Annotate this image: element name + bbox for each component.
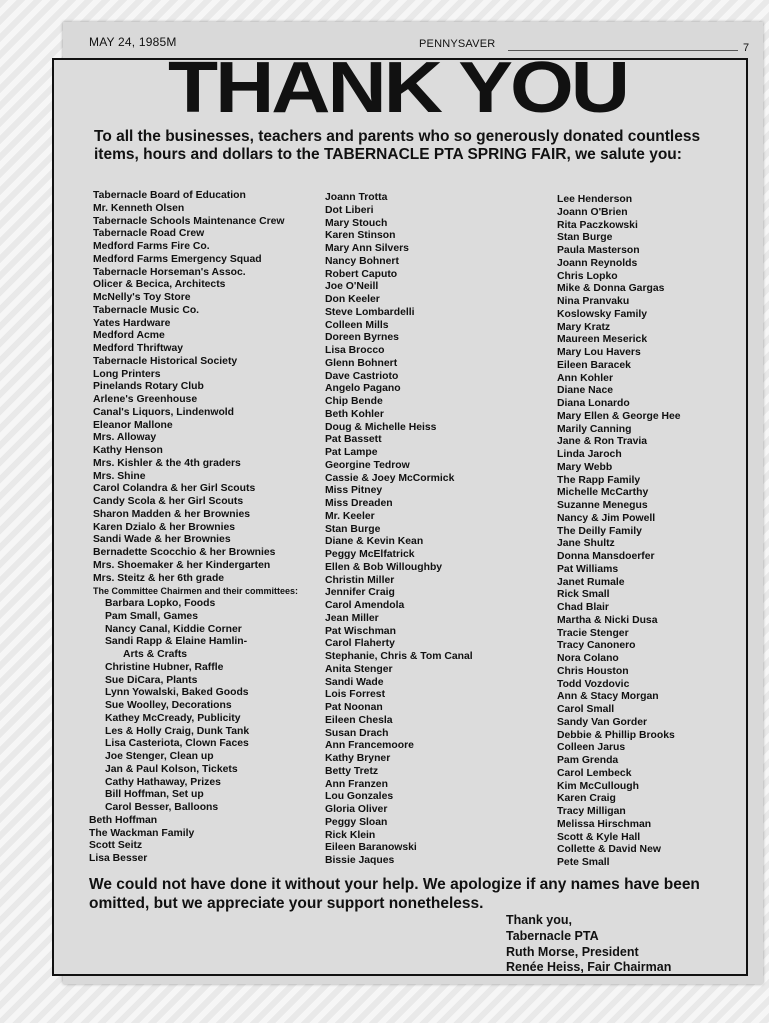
name-entry: Marily Canning <box>557 423 632 435</box>
name-entry: Jane & Ron Travia <box>557 436 648 448</box>
name-entry: Donna Mansdoerfer <box>557 551 655 562</box>
name-entry: Jean Miller <box>325 612 379 624</box>
name-entry: Kathey McCready, Publicity <box>105 712 241 724</box>
name-entry: Lee Henderson <box>557 194 633 205</box>
name-entry: Chad Blair <box>557 602 609 613</box>
name-entry: Steve Lombardelli <box>325 306 415 318</box>
name-entry: Sue DiCara, Plants <box>105 674 198 686</box>
name-entry: Kathy Bryner <box>325 753 391 764</box>
name-entry: Joe Stenger, Clean up <box>105 751 214 762</box>
name-entry: Carol Flaherty <box>325 638 395 650</box>
name-entry: Medford Acme <box>93 330 165 342</box>
name-entry: Sandi Rapp & Elaine Hamlin- <box>105 636 248 648</box>
name-entry: Mr. Kenneth Olsen <box>93 202 185 214</box>
name-entry: Rick Small <box>557 589 610 601</box>
name-entry: Candy Scola & her Girl Scouts <box>93 496 244 507</box>
name-entry: Debbie & Phillip Brooks <box>557 729 675 741</box>
name-entry: Eileen Chesla <box>325 714 393 726</box>
name-entry: Dave Castrioto <box>325 370 399 382</box>
name-entry: Tabernacle Board of Education <box>93 190 246 201</box>
name-entry: Susan Drach <box>325 727 389 739</box>
name-entry: Colleen Mills <box>325 319 389 331</box>
name-entry: Pete Small <box>557 857 610 868</box>
name-entry: Betty Tretz <box>325 765 379 777</box>
name-entry: Bernadette Scocchio & her Brownies <box>93 547 276 558</box>
name-entry: Tabernacle Historical Society <box>93 355 238 367</box>
name-entry: Nancy & Jim Powell <box>557 512 656 524</box>
name-entry: Pat Noonan <box>325 702 383 713</box>
name-entry: Joann Trotta <box>325 192 388 203</box>
name-entry: Bill Hoffman, Set up <box>105 789 204 801</box>
name-entry: Kim McCullough <box>557 780 639 792</box>
name-entry: Christin Miller <box>325 574 395 586</box>
name-entry: Jan & Paul Kolson, Tickets <box>105 763 238 775</box>
name-entry: Cassie & Joey McCormick <box>325 472 455 484</box>
name-entry: Ann Francemoore <box>325 740 414 752</box>
name-entry: Joann O'Brien <box>557 206 628 218</box>
name-entry: Mrs. Shoemaker & her Kindergarten <box>93 559 271 571</box>
signoff-thanks: Thank you, <box>506 913 572 927</box>
name-entry: Christine Hubner, Raffle <box>105 661 224 673</box>
name-entry: Pinelands Rotary Club <box>93 381 204 393</box>
name-entry: Karen Craig <box>557 793 616 805</box>
name-entry: Eileen Baranowski <box>325 842 417 854</box>
name-entry: Tracie Stenger <box>557 627 629 639</box>
name-entry: Scott & Kyle Hall <box>557 831 641 843</box>
headline: THANK YOU <box>168 47 627 128</box>
name-entry: Melissa Hirschman <box>557 818 652 830</box>
name-entry: Ann Kohler <box>557 372 613 384</box>
name-entry: Koslowsky Family <box>557 308 648 320</box>
name-entry: Tabernacle Road Crew <box>93 228 205 240</box>
name-entry: Gloria Oliver <box>325 804 388 815</box>
name-entry: Maureen Meserick <box>557 334 648 346</box>
name-entry: Mr. Keeler <box>325 510 375 522</box>
name-entry: Carol Amendola <box>325 600 405 611</box>
name-entry: The Wackman Family <box>89 827 195 839</box>
name-entry: Joe O'Neill <box>325 281 379 293</box>
name-entry: Arts & Crafts <box>123 649 188 660</box>
name-entry: Stan Burge <box>557 232 613 244</box>
name-entry: Beth Hoffman <box>89 814 158 826</box>
name-entry: Lynn Yowalski, Baked Goods <box>105 687 249 699</box>
name-entry: Miss Dreaden <box>325 498 393 509</box>
name-entry: Janet Rumale <box>557 576 625 588</box>
signoff-org: Tabernacle PTA <box>506 928 599 943</box>
name-entry: Canal's Liquors, Lindenwold <box>93 406 235 418</box>
name-entry: Mrs. Kishler & the 4th graders <box>93 457 241 469</box>
name-entry: Medford Farms Fire Co. <box>93 241 210 252</box>
name-entry: Colleen Jarus <box>557 742 626 754</box>
name-entry: Ann Franzen <box>325 778 388 790</box>
name-entry: The Rapp Family <box>557 474 641 486</box>
name-entry: Long Printers <box>93 368 161 380</box>
name-entry: Diane & Kevin Kean <box>325 536 424 548</box>
name-entry: Chris Lopko <box>557 270 618 282</box>
signoff-president: Ruth Morse, President <box>506 944 639 959</box>
intro-paragraph: To all the businesses, teachers and parents who so generously donated countless items, hours and dollars to the TABERNACLE PTA SPRING FAIR, we salute you: <box>94 128 701 163</box>
name-entry: Peggy McElfatrick <box>325 549 415 560</box>
name-entry: Lois Forrest <box>325 689 386 701</box>
name-entry: Doug & Michelle Heiss <box>325 421 437 433</box>
issue-date: MAY 24, 1985M <box>89 35 177 49</box>
name-entry: Lisa Besser <box>89 853 148 864</box>
name-entry: Stephanie, Chris & Tom Canal <box>325 651 473 662</box>
name-entry: The Committee Chairmen and their committees: <box>93 586 299 597</box>
name-entry: Sandi Wade & her Brownies <box>93 534 231 546</box>
name-entry: Angelo Pagano <box>325 383 401 395</box>
name-entry: Jane Shultz <box>557 538 615 550</box>
name-entry: Arlene's Greenhouse <box>93 394 198 405</box>
name-entry: Carol Small <box>557 704 615 715</box>
name-entry: Pam Grenda <box>557 755 619 766</box>
name-entry: Paula Masterson <box>557 245 640 256</box>
name-entry: Sharon Madden & her Brownies <box>93 508 251 520</box>
name-entry: Mary Kratz <box>557 321 611 333</box>
name-entry: Barbara Lopko, Foods <box>105 598 216 609</box>
name-entry: Tracy Milligan <box>557 806 626 817</box>
name-entry: Diana Lonardo <box>557 398 630 409</box>
name-entry: McNelly's Toy Store <box>93 292 191 303</box>
name-entry: Carol Besser, Balloons <box>105 802 219 813</box>
name-entry: Tracy Canonero <box>557 640 636 652</box>
name-entry: Carol Lembeck <box>557 767 632 779</box>
name-entry: Mary Webb <box>557 461 613 473</box>
name-entry: Sandi Wade <box>325 676 384 688</box>
name-entry: Medford Thriftway <box>93 343 184 354</box>
closing-paragraph: We could not have done it without your help. We apologize if any names have been omitted, but we appreciate your support nonetheless. <box>89 876 700 912</box>
name-entry: Rita Paczkowski <box>557 219 638 231</box>
name-entry: Mike & Donna Gargas <box>557 283 665 295</box>
name-entry: Nancy Canal, Kiddie Corner <box>105 623 242 635</box>
name-entry: Todd Vozdovic <box>557 678 630 690</box>
name-entry: Mrs. Alloway <box>93 432 157 444</box>
name-entry: Ellen & Bob Willoughby <box>325 561 443 573</box>
name-entry: Olicer & Becica, Architects <box>93 279 226 291</box>
name-entry: Jennifer Craig <box>325 587 395 599</box>
name-entry: Doreen Byrnes <box>325 332 399 344</box>
name-entry: Mrs. Steitz & her 6th grade <box>93 572 225 584</box>
name-entry: Nina Pranvaku <box>557 296 630 307</box>
name-entry: Michelle McCarthy <box>557 487 649 499</box>
name-entry: Bissie Jaques <box>325 855 395 866</box>
name-entry: Joann Reynolds <box>557 257 638 269</box>
name-entry: Kathy Henson <box>93 445 163 456</box>
name-entry: Mary Stouch <box>325 217 388 229</box>
name-entry: Mary Ann Silvers <box>325 243 409 254</box>
name-entry: Ann & Stacy Morgan <box>557 691 659 703</box>
name-entry: Nora Colano <box>557 653 619 664</box>
name-entry: The Deilly Family <box>557 525 642 537</box>
name-entry: Karen Dzialo & her Brownies <box>93 521 236 533</box>
name-entry: Glenn Bohnert <box>325 357 398 369</box>
name-entry: Peggy Sloan <box>325 816 388 828</box>
name-entry: Eileen Baracek <box>557 359 631 371</box>
name-entry: Suzanne Menegus <box>557 500 648 511</box>
name-entry: Mary Ellen & George Hee <box>557 410 681 422</box>
names-column-2 <box>325 192 473 868</box>
name-entry: Sandy Van Gorder <box>557 716 648 728</box>
name-entry: Pam Small, Games <box>105 610 198 622</box>
name-entry: Scott Seitz <box>89 840 143 852</box>
name-entry: Lisa Casteriota, Clown Faces <box>105 738 249 750</box>
name-entry: Tabernacle Schools Maintenance Crew <box>93 215 285 227</box>
name-entry: Chip Bende <box>325 396 383 407</box>
name-entry: Don Keeler <box>325 294 380 305</box>
name-entry: Nancy Bohnert <box>325 255 399 267</box>
signoff <box>506 913 746 976</box>
name-entry: Les & Holly Craig, Dunk Tank <box>105 725 250 737</box>
name-entry: Sue Woolley, Decorations <box>105 700 232 711</box>
name-entry: Lou Gonzales <box>325 791 394 803</box>
name-entry: Beth Kohler <box>325 408 384 420</box>
name-entry: Mrs. Shine <box>93 470 146 482</box>
name-entry: Cathy Hathaway, Prizes <box>105 776 221 788</box>
name-entry: Collette & David New <box>557 844 661 856</box>
name-entry: Rick Klein <box>325 829 376 841</box>
name-entry: Tabernacle Music Co. <box>93 304 200 316</box>
name-entry: Pat Wischman <box>325 625 396 637</box>
name-entry: Pat Lampe <box>325 447 378 458</box>
name-entry: Georgine Tedrow <box>325 459 410 471</box>
signoff-chairman: Renée Heiss, Fair Chairman <box>506 960 672 975</box>
name-entry: Carol Colandra & her Girl Scouts <box>93 483 256 495</box>
name-entry: Robert Caputo <box>325 268 398 280</box>
name-entry: Chris Houston <box>557 665 629 677</box>
name-entry: Pat Bassett <box>325 434 382 446</box>
names-column-3 <box>557 194 681 870</box>
name-entry: Tabernacle Horseman's Assoc. <box>93 266 246 278</box>
newspaper-name: PENNYSAVER <box>419 38 496 50</box>
name-entry: Mary Lou Havers <box>557 347 641 358</box>
page-number: 7 <box>743 42 750 54</box>
name-entry: Linda Jaroch <box>557 449 622 460</box>
name-entry: Martha & Nicki Dusa <box>557 614 658 626</box>
name-entry: Eleanor Mallone <box>93 419 173 431</box>
name-entry: Dot Liberi <box>325 204 374 216</box>
name-entry: Lisa Brocco <box>325 345 385 356</box>
name-entry: Pat Williams <box>557 563 619 575</box>
name-entry: Miss Pitney <box>325 485 383 497</box>
name-entry: Karen Stinson <box>325 230 396 242</box>
name-entry: Diane Nace <box>557 385 614 397</box>
name-entry: Anita Stenger <box>325 663 393 675</box>
name-entry: Stan Burge <box>325 523 381 535</box>
name-entry: Yates Hardware <box>93 317 171 329</box>
name-entry: Medford Farms Emergency Squad <box>93 253 262 265</box>
names-column-1 <box>89 190 299 866</box>
